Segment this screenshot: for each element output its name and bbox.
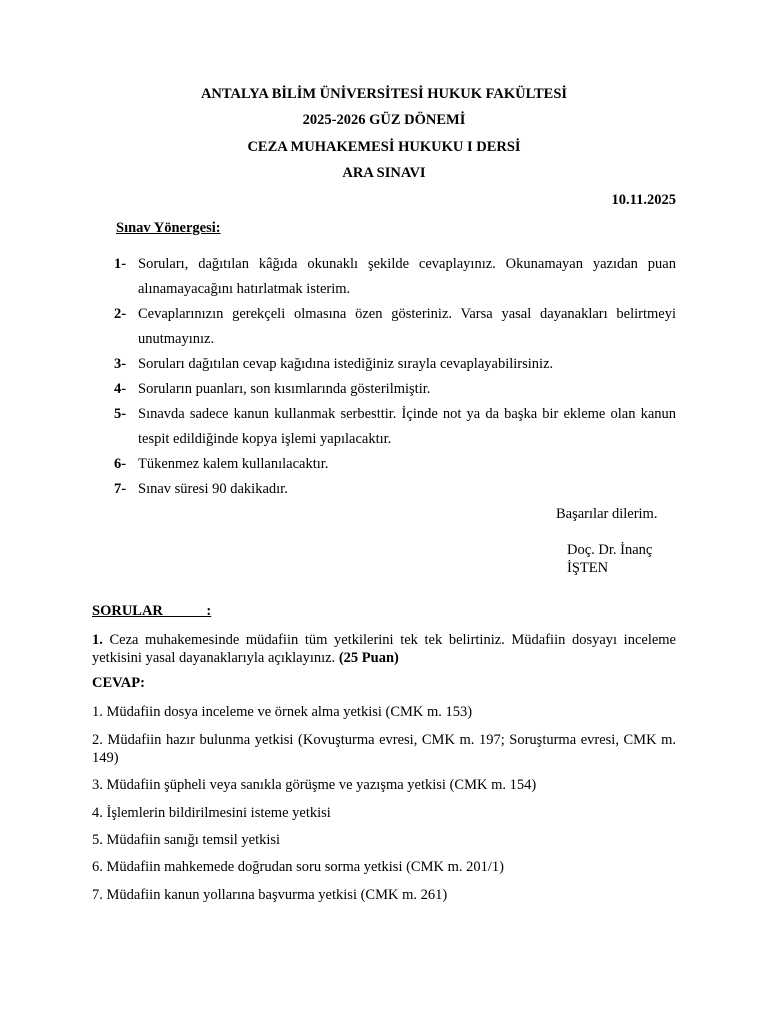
directive-number: 6-	[114, 456, 127, 472]
directive-number: 3-	[114, 356, 127, 372]
answer-label: CEVAP:	[92, 675, 145, 691]
course-title: CEZA MUHAKEMESİ HUKUKU I DERSİ	[247, 139, 521, 155]
directives-list	[114, 252, 676, 502]
closing-text: Başarılar dilerim.	[556, 506, 658, 522]
term-title: 2025-2026 GÜZ DÖNEMİ	[302, 112, 466, 128]
directives-title: Sınav Yönergesi:	[116, 220, 221, 236]
faculty-title: ANTALYA BİLİM ÜNİVERSİTESİ HUKUK FAKÜLTESİ	[200, 86, 568, 102]
directive-item	[114, 252, 676, 302]
directive-item	[114, 477, 676, 502]
answer-item: 2. Müdafiin hazır bulunma yetkisi (Kovuşturma evresi, CMK m. 197; Soruşturma evresi, CMK m. 149)	[92, 732, 676, 766]
directive-item	[114, 302, 676, 352]
exam-date: 10.11.2025	[611, 192, 676, 208]
directive-text: Tükenmez kalem kullanılacaktır.	[138, 456, 329, 472]
directive-text: Sınavda sadece kanun kullanmak serbesttir. İçinde not ya da başka bir ekleme olan kanun tespit edildiğinde kopya işlemi yapılacaktır.	[138, 406, 676, 447]
question-points: (25 Puan)	[338, 650, 399, 666]
question-1	[92, 631, 676, 667]
signature-name-line1: Doç. Dr. İnanç	[567, 542, 653, 558]
directive-text: Soruları, dağıtılan kâğıda okunaklı şekilde cevaplayınız. Okunamayan yazıdan puan alınamayacağını hatırlatmak isterim.	[138, 256, 676, 297]
answer-item: 3. Müdafiin şüpheli veya sanıkla görüşme ve yazışma yetkisi (CMK m. 154)	[92, 777, 537, 793]
question-text: Ceza muhakemesinde müdafiin tüm yetkilerini tek tek belirtiniz. Müdafiin dosyayı inceleme yetkisini yasal dayanaklarıyla açıklayınız.	[92, 632, 676, 666]
directive-number: 1-	[114, 256, 127, 272]
directive-text: Cevaplarınızın gerekçeli olmasına özen gösteriniz. Varsa yasal dayanakları belirtmeyi unutmayınız.	[138, 306, 676, 347]
signature	[567, 541, 652, 577]
questions-title: SORULAR :	[92, 603, 212, 619]
directive-item	[114, 352, 676, 377]
question-number: 1.	[92, 632, 103, 648]
directive-number: 4-	[114, 381, 127, 397]
directive-item	[114, 377, 676, 402]
answer-item: 6. Müdafiin mahkemede doğrudan soru sorma yetkisi (CMK m. 201/1)	[92, 859, 504, 875]
directive-number: 7-	[114, 481, 127, 497]
directive-number: 2-	[114, 306, 127, 322]
directive-text: Soruların puanları, son kısımlarında gösterilmiştir.	[138, 381, 431, 397]
directive-item	[114, 402, 676, 452]
directive-text: Sınav süresi 90 dakikadır.	[138, 481, 288, 497]
directive-item	[114, 452, 676, 477]
directive-number: 5-	[114, 406, 127, 422]
directive-text: Soruları dağıtılan cevap kağıdına istediğiniz sırayla cevaplayabilirsiniz.	[138, 356, 554, 372]
answer-item: 5. Müdafiin sanığı temsil yetkisi	[92, 832, 281, 848]
exam-type-title: ARA SINAVI	[342, 165, 426, 181]
answer-item: 4. İşlemlerin bildirilmesini isteme yetkisi	[92, 805, 331, 821]
signature-name-line2: İŞTEN	[567, 560, 609, 576]
answer-item: 7. Müdafiin kanun yollarına başvurma yetkisi (CMK m. 261)	[92, 887, 448, 903]
answer-item: 1. Müdafiin dosya inceleme ve örnek alma yetkisi (CMK m. 153)	[92, 704, 473, 720]
